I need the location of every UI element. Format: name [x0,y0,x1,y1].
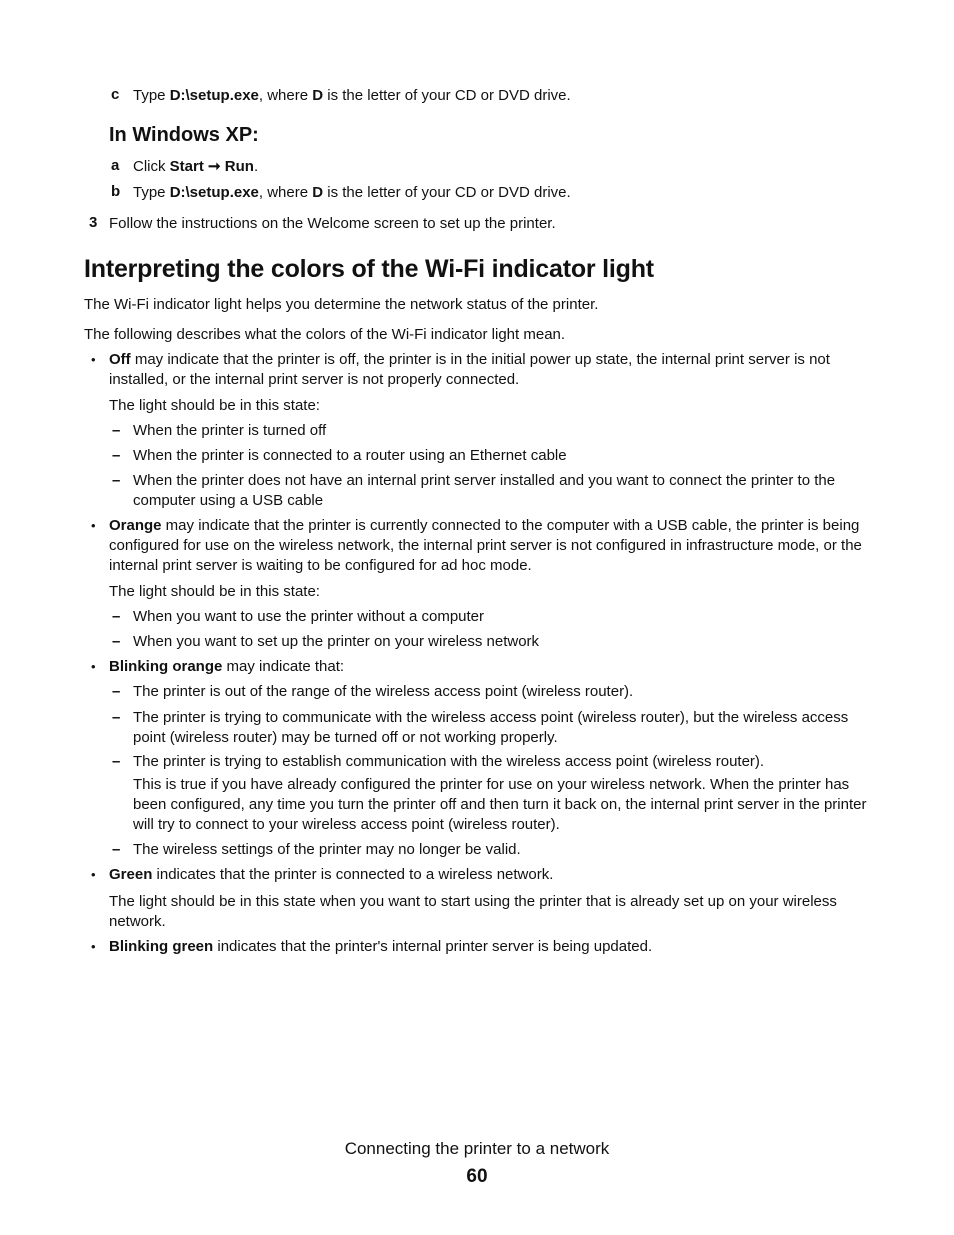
green-state-text: The light should be in this state when you want to start using the printer that is already set up on your wireless network. [109,893,837,930]
blinking-orange-item-3: The printer is trying to establish communication with the wireless access point (wireless router). [133,753,765,770]
dash-icon: – [112,683,121,700]
dash-icon: – [112,753,121,770]
off-item-3: When the printer does not have an internal print server installed and you want to connect the printer to the computer using a USB cable [133,472,836,509]
orange-item-2: When you want to set up the printer on your wireless network [133,633,540,650]
arrow-icon: ➞ [208,158,221,175]
bullet-icon: • [91,867,96,882]
section-heading: Interpreting the colors of the Wi-Fi indicator light [84,255,654,283]
step-marker-b: b [111,183,121,200]
orange-state-intro: The light should be in this state: [109,583,320,600]
step-marker-3: 3 [89,214,98,231]
blinking-green-description: Blinking green indicates that the printer's internal printer server is being updated. [109,938,653,955]
off-item-1: When the printer is turned off [133,422,327,439]
dash-icon: – [112,447,121,464]
step-marker-a: a [111,157,120,174]
green-description: Green indicates that the printer is connected to a wireless network. [109,866,554,883]
page-number: 60 [466,1166,488,1187]
orange-item-1: When you want to use the printer without a computer [133,608,485,625]
blinking-orange-note: This is true if you have already configured the printer for use on your wireless network. When the printer has been configured, any time you turn the printer off and then turn it back on, the internal print server in the printer will try to connect to your wireless access point (wireless router). [133,776,867,833]
windows-xp-subheading: In Windows XP: [109,124,259,146]
intro-paragraph-2: The following describes what the colors of the Wi-Fi indicator light mean. [84,326,566,343]
step-b-text: Type D:\setup.exe, where D is the letter of your CD or DVD drive. [133,184,571,201]
off-state-intro: The light should be in this state: [109,397,320,414]
dash-icon: – [112,709,121,726]
off-description: Off may indicate that the printer is off, the printer is in the initial power up state, the internal print server is not installed, or the internal print server is not properly connected. [109,351,830,388]
intro-paragraph-1: The Wi-Fi indicator light helps you determine the network status of the printer. [84,296,599,313]
dash-icon: – [112,422,121,439]
footer-chapter-title: Connecting the printer to a network [344,1139,610,1158]
step-marker-c: c [111,86,120,103]
bullet-icon: • [91,518,96,533]
step-3-text: Follow the instructions on the Welcome screen to set up the printer. [109,215,556,232]
dash-icon: – [112,841,121,858]
dash-icon: – [112,633,121,650]
blinking-orange-description: Blinking orange may indicate that: [109,658,345,675]
blinking-orange-item-2: The printer is trying to communicate with the wireless access point (wireless router), but the wireless access point (wireless router) may be turned off or not working properly. [133,709,849,746]
dash-icon: – [112,472,121,489]
bullet-icon: • [91,352,96,367]
step-a-text: Click Start ➞ Run. [133,158,259,175]
step-c-text: Type D:\setup.exe, where D is the letter of your CD or DVD drive. [133,87,571,104]
bullet-icon: • [91,939,96,954]
blinking-orange-item-4: The wireless settings of the printer may no longer be valid. [133,841,521,858]
blinking-orange-item-1: The printer is out of the range of the wireless access point (wireless router). [133,683,634,700]
orange-description: Orange may indicate that the printer is currently connected to the computer with a USB cable, the printer is being configured for use on the wireless network, the internal print server is not configured in infrastructure mode, or the internal print server is waiting to be configured for ad hoc mode. [109,517,862,574]
bullet-icon: • [91,659,96,674]
dash-icon: – [112,608,121,625]
off-item-2: When the printer is connected to a router using an Ethernet cable [133,447,567,464]
